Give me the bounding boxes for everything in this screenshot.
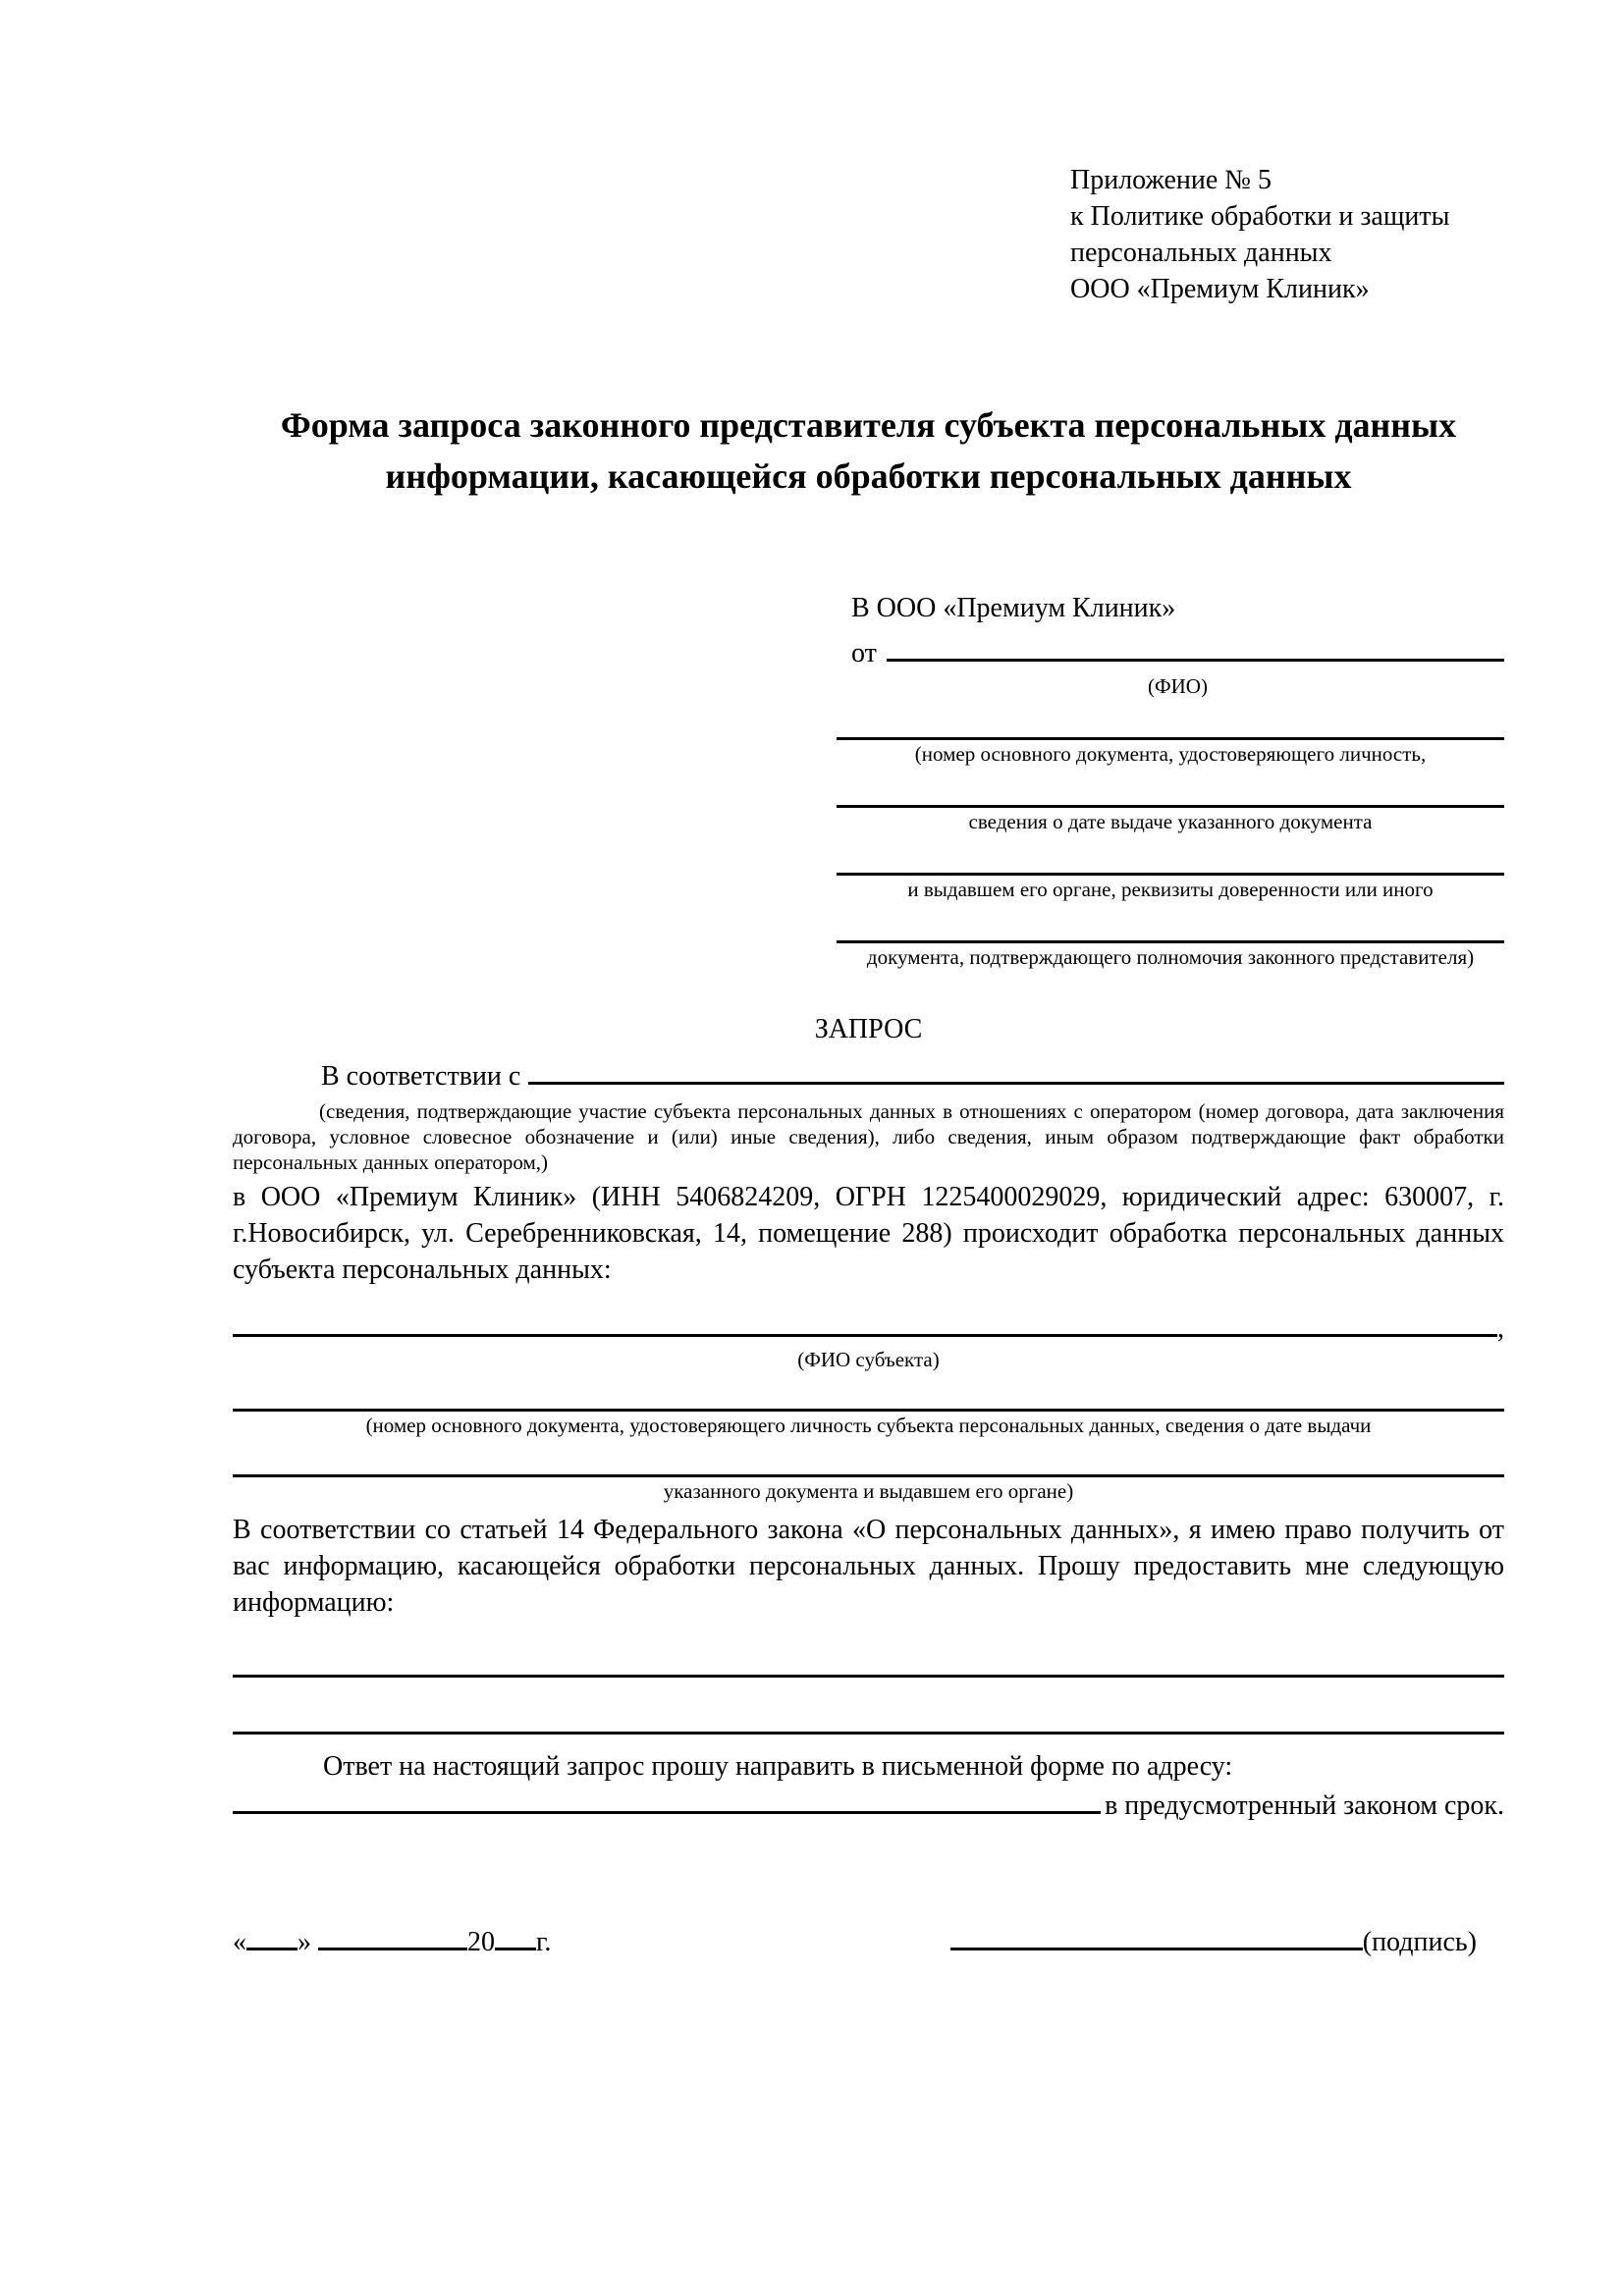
appendix-note [1070, 162, 1504, 307]
signature-blank-line [950, 1921, 1363, 1950]
representative-doc-caption: сведения о дате выдаче указанного документа [968, 810, 1373, 833]
document-title-line: Форма запроса законного представителя субъекта персональных данных [280, 405, 1457, 445]
document-title-line: информации, касающейся обработки персональных данных [385, 456, 1352, 496]
subject-name-row [233, 1308, 1504, 1345]
appendix-note-line: персональных данных [1070, 238, 1332, 268]
info-blank-line [233, 1707, 1504, 1735]
subject-name-blank-line [233, 1308, 1497, 1337]
document-title [233, 400, 1504, 502]
signature-line [950, 1921, 1477, 1958]
signature-caption: (подпись) [1362, 1927, 1477, 1957]
date-signature-row [233, 1921, 1504, 1958]
date-year-blank-line [495, 1921, 536, 1950]
date-line [233, 1921, 551, 1958]
reply-deadline-text: в предусмотренный законом срок. [1105, 1790, 1504, 1821]
reply-paragraph: Ответ на настоящий запрос прошу направить в письменной форме по адресу: [323, 1751, 1233, 1782]
representative-doc-fields [837, 699, 1504, 970]
appendix-note-line: к Политике обработки и защиты [1070, 201, 1450, 232]
basis-blank-line [528, 1055, 1504, 1085]
representative-doc-field [837, 834, 1504, 902]
address-blank-line [233, 1785, 1101, 1814]
intro-row [233, 1055, 1504, 1093]
subject-doc-field [233, 1438, 1504, 1504]
addressee-block [851, 590, 1504, 699]
appendix-note-line: Приложение № 5 [1070, 165, 1272, 195]
subject-doc-blank-line [233, 1372, 1504, 1412]
reply-address-row [233, 1785, 1504, 1827]
representative-doc-field [837, 902, 1504, 970]
date-quote-close: » [298, 1927, 311, 1957]
date-quote-open: « [233, 1927, 246, 1957]
intro-label: В соответствии с [321, 1061, 521, 1092]
fio-caption: (ФИО) [1148, 674, 1208, 698]
from-label: от [851, 638, 877, 668]
subject-name-comma: , [1497, 1313, 1504, 1344]
from-row [851, 632, 1504, 671]
info-blank-line [233, 1650, 1504, 1678]
subject-doc-caption: (номер основного документа, удостоверяющего личность субъекта персональных данных, сведения о дате выдачи [365, 1414, 1372, 1437]
appendix-note-line: ООО «Премиум Клиник» [1070, 274, 1370, 304]
representative-doc-caption: документа, подтверждающего полномочия законного представителя) [866, 945, 1475, 969]
request-heading: ЗАПРОС [814, 1014, 923, 1044]
date-day-blank-line [246, 1921, 298, 1950]
basis-caption: (сведения, подтверждающие участие субъекта персональных данных в отношениях с оператором (номер договора, дата заключения договора, условное словесное обозначение и (или) иные сведения), либо сведения, иным образом подтверждающие факт обработки персональных данных оператором,) [233, 1099, 1504, 1174]
representative-name-blank-line [887, 632, 1504, 662]
addressee-organization: В ООО «Премиум Клиник» [851, 593, 1176, 623]
representative-doc-blank-line [837, 699, 1504, 740]
subject-doc-field [233, 1372, 1504, 1438]
date-year-prefix: 20 [467, 1927, 495, 1957]
representative-doc-blank-line [837, 902, 1504, 943]
representative-doc-blank-line [837, 834, 1504, 876]
representative-doc-blank-line [837, 767, 1504, 808]
date-year-suffix: г. [536, 1927, 552, 1957]
representative-doc-field [837, 699, 1504, 767]
representative-doc-caption: (номер основного документа, удостоверяющего личность, [914, 742, 1427, 766]
representative-doc-caption: и выдавшем его органе, реквизиты доверенности или иного [907, 878, 1434, 901]
date-month-blank-line [318, 1921, 467, 1950]
operator-paragraph: в ООО «Премиум Клиник» (ИНН 5406824209, ОГРН 1225400029029, юридический адрес: 630007, г. г.Новосибирск, ул. Серебренниковская, 14, помещение 288) происходит обработка персональных данных субъекта персональных данных: [233, 1182, 1504, 1285]
subject-doc-blank-line [233, 1438, 1504, 1477]
subject-doc-caption: указанного документа и выдавшем его органе) [663, 1479, 1074, 1503]
representative-doc-field [837, 767, 1504, 834]
law-paragraph: В соответствии со статьей 14 Федерального закона «О персональных данных», я имею право получить от вас информацию, касающейся обработки персональных данных. Прошу предоставить мне следующую информацию: [233, 1515, 1504, 1618]
subject-fio-caption: (ФИО субъекта) [797, 1348, 940, 1371]
